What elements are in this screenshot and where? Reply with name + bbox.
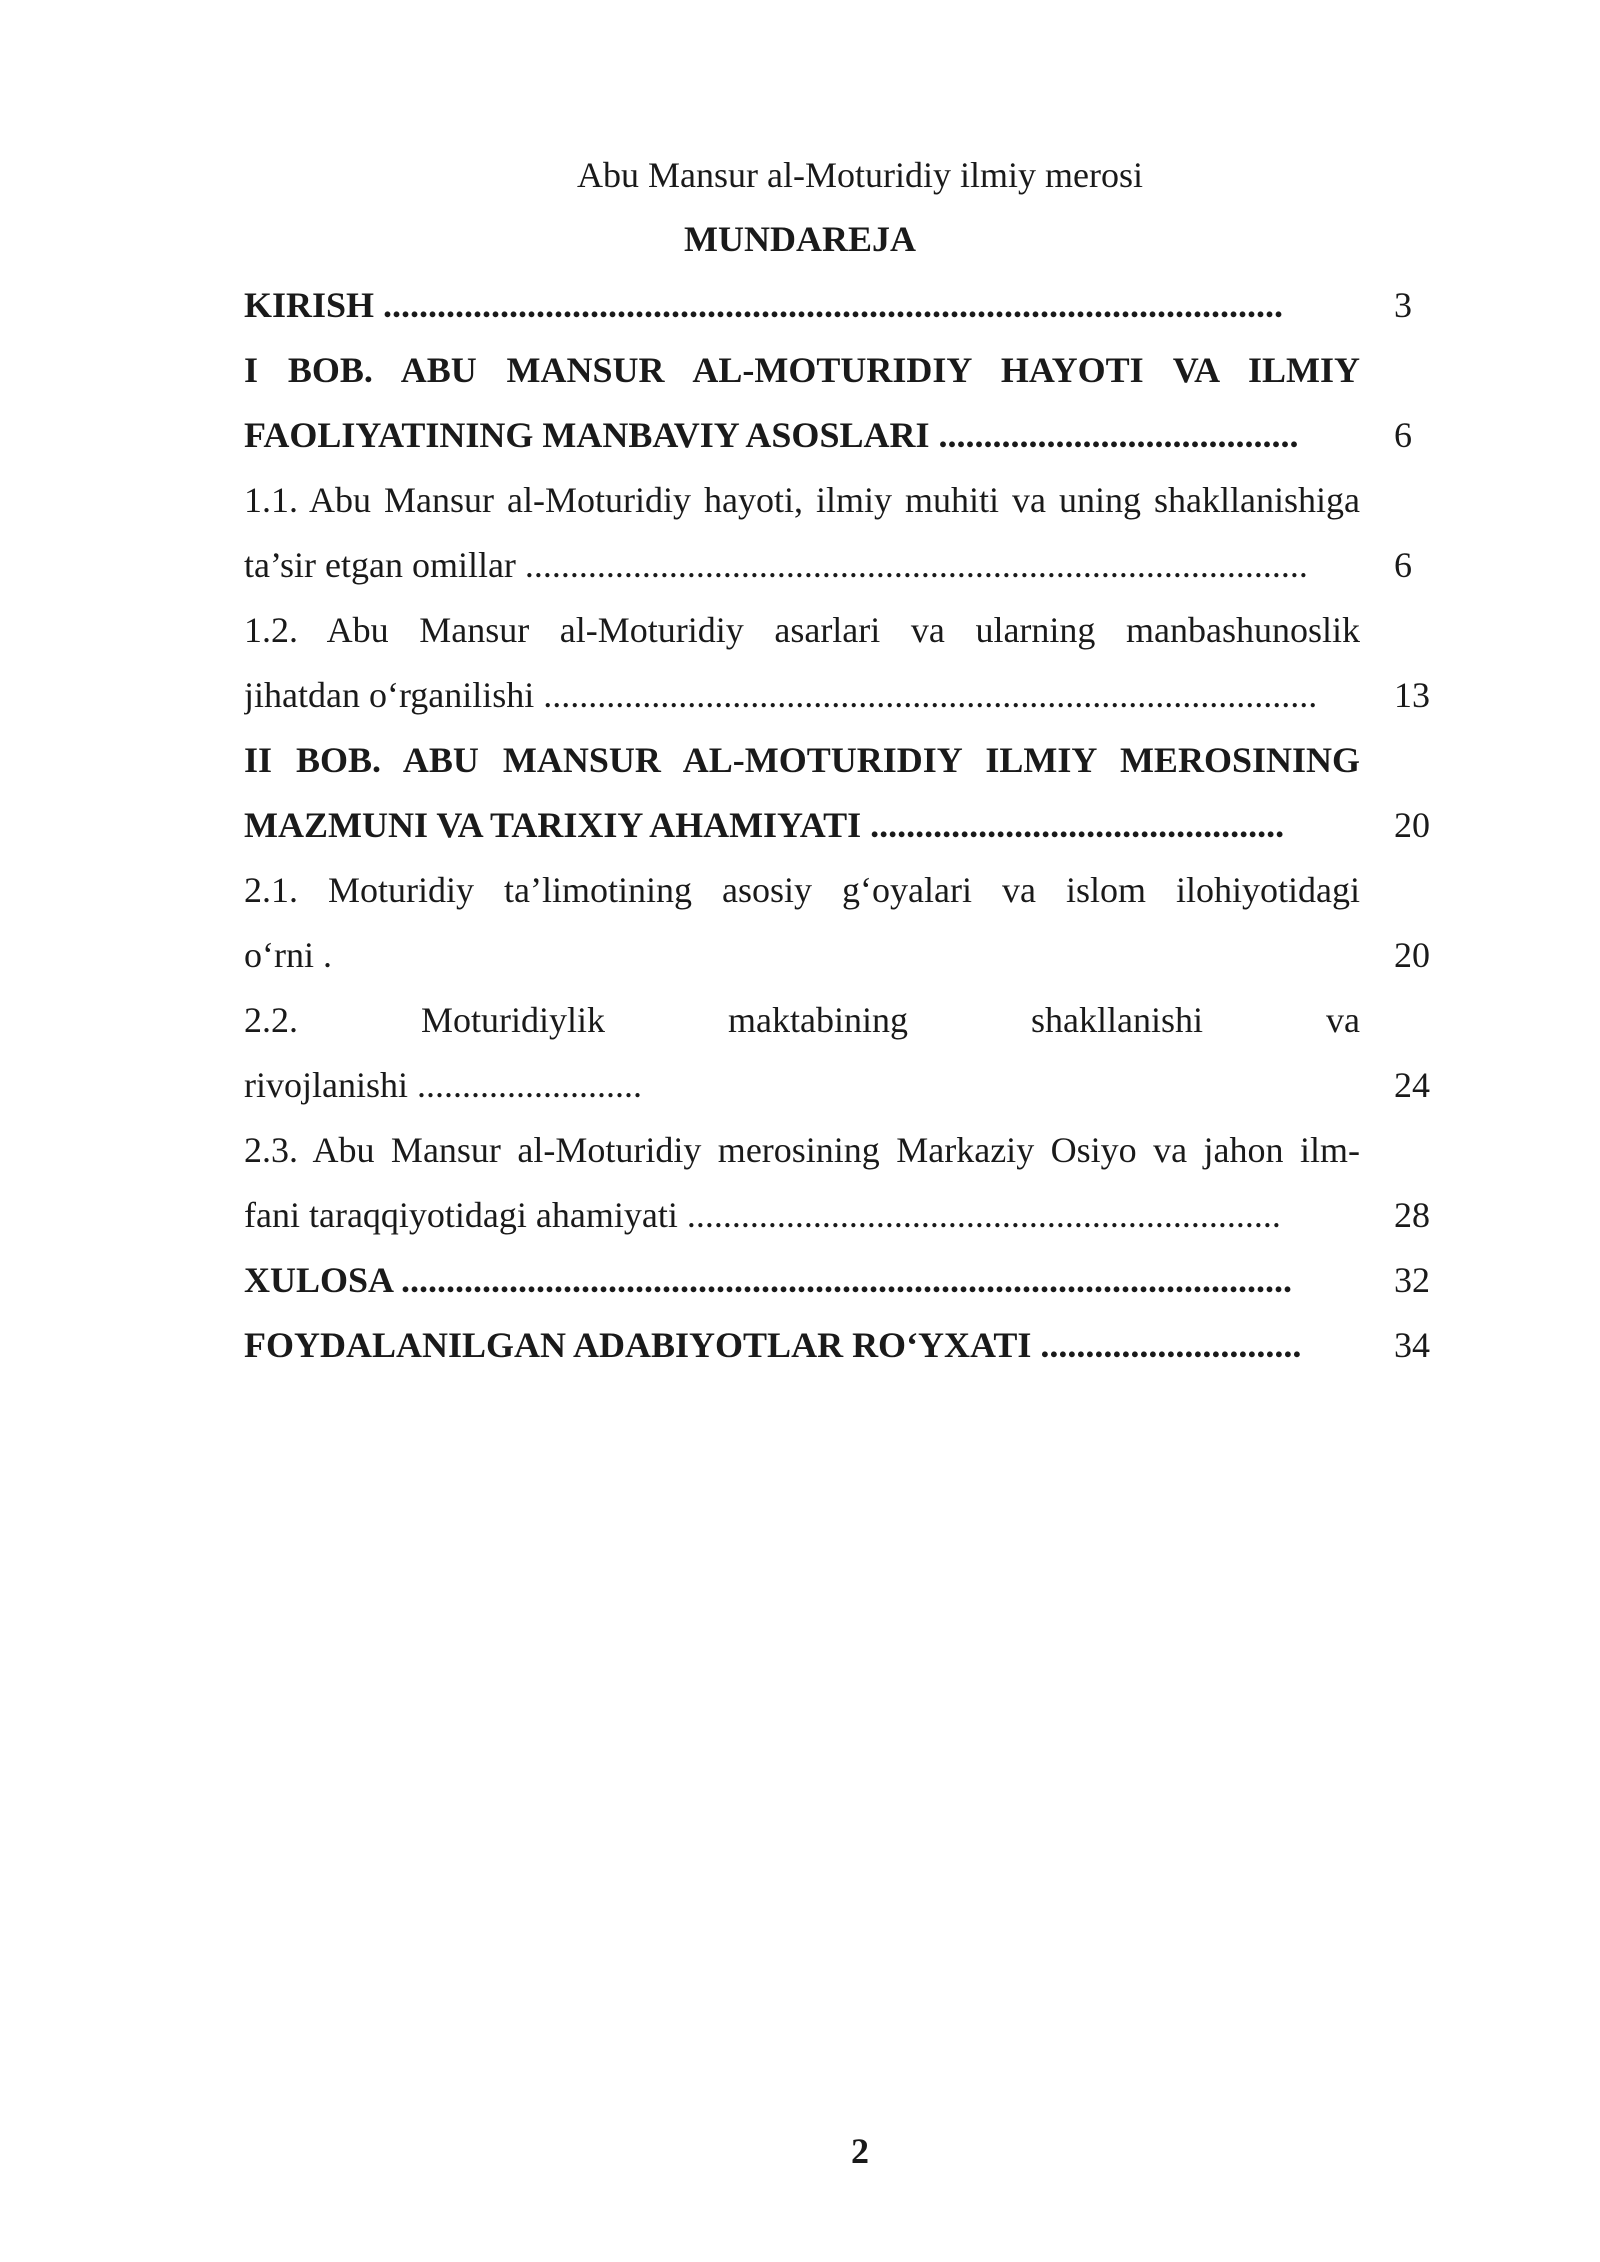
toc-entry-text: II BOB. ABU MANSUR AL-MOTURIDIY ILMIY MEROSINING bbox=[244, 740, 1360, 780]
toc-entry-page: 28 bbox=[1394, 1195, 1430, 1235]
toc-entry-text: 2.3. Abu Mansur al-Moturidiy merosining Markaziy Osiyo va jahon ilm- bbox=[244, 1130, 1360, 1170]
toc-entry-text: I BOB. ABU MANSUR AL-MOTURIDIY HAYOTI VA ILMIY bbox=[244, 350, 1360, 390]
toc-entry-page: 3 bbox=[1394, 285, 1412, 325]
toc-entry bbox=[244, 540, 1444, 605]
toc-entry-text: 1.2. Abu Mansur al-Moturidiy asarlari va ularning manbashunoslik bbox=[244, 610, 1360, 650]
toc-entry bbox=[244, 345, 1444, 410]
toc-entry bbox=[244, 605, 1444, 670]
toc-entry-text: o‘rni . bbox=[244, 935, 332, 975]
toc-entry-text: FOYDALANILGAN ADABIYOTLAR RO‘YXATI ............................. bbox=[244, 1325, 1302, 1365]
toc-entry-text: 1.1. Abu Mansur al-Moturidiy hayoti, ilmiy muhiti va uning shakllanishiga bbox=[244, 480, 1360, 520]
toc-entry bbox=[244, 995, 1444, 1060]
table-of-contents bbox=[244, 280, 1444, 1385]
toc-entry-text: 2.2. Moturidiylik maktabining shakllanishi va bbox=[244, 1000, 1360, 1040]
toc-entry-text: XULOSA ................................................................................................... bbox=[244, 1260, 1293, 1300]
toc-entry bbox=[244, 865, 1444, 930]
toc-entry-page: 34 bbox=[1394, 1325, 1430, 1365]
toc-entry bbox=[244, 410, 1444, 475]
page-number: 2 bbox=[851, 2131, 869, 2171]
toc-entry-text: MAZMUNI VA TARIXIY AHAMIYATI .............................................. bbox=[244, 805, 1285, 845]
toc-entry bbox=[244, 1255, 1444, 1320]
toc-entry bbox=[244, 735, 1444, 800]
toc-entry-page: 6 bbox=[1394, 415, 1412, 455]
toc-entry bbox=[244, 475, 1444, 540]
toc-entry-text: FAOLIYATINING MANBAVIY ASOSLARI ........................................ bbox=[244, 415, 1299, 455]
running-title: Abu Mansur al-Moturidiy ilmiy merosi bbox=[577, 155, 1143, 195]
toc-entry bbox=[244, 1060, 1444, 1125]
toc-entry bbox=[244, 280, 1444, 345]
toc-heading: MUNDAREJA bbox=[684, 219, 916, 259]
toc-entry-page: 32 bbox=[1394, 1260, 1430, 1300]
toc-entry-text: KIRISH .................................................................................................... bbox=[244, 285, 1284, 325]
toc-entry-page: 6 bbox=[1394, 545, 1412, 585]
toc-entry-text: fani taraqqiyotidagi ahamiyati .................................................................. bbox=[244, 1195, 1281, 1235]
toc-entry bbox=[244, 1320, 1444, 1385]
toc-entry-page: 24 bbox=[1394, 1065, 1430, 1105]
toc-entry bbox=[244, 1190, 1444, 1255]
toc-entry-page: 13 bbox=[1394, 675, 1430, 715]
toc-entry bbox=[244, 1125, 1444, 1190]
toc-entry bbox=[244, 670, 1444, 735]
toc-entry-page: 20 bbox=[1394, 935, 1430, 975]
toc-entry-page: 20 bbox=[1394, 805, 1430, 845]
toc-entry-text: ta’sir etgan omillar ....................................................................................... bbox=[244, 545, 1308, 585]
toc-entry-text: 2.1. Moturidiy ta’limotining asosiy g‘oyalari va islom ilohiyotidagi bbox=[244, 870, 1360, 910]
toc-entry bbox=[244, 930, 1444, 995]
toc-entry bbox=[244, 800, 1444, 865]
toc-entry-text: rivojlanishi ......................... bbox=[244, 1065, 642, 1105]
toc-entry-text: jihatdan o‘rganilishi ...................................................................................... bbox=[244, 675, 1318, 715]
